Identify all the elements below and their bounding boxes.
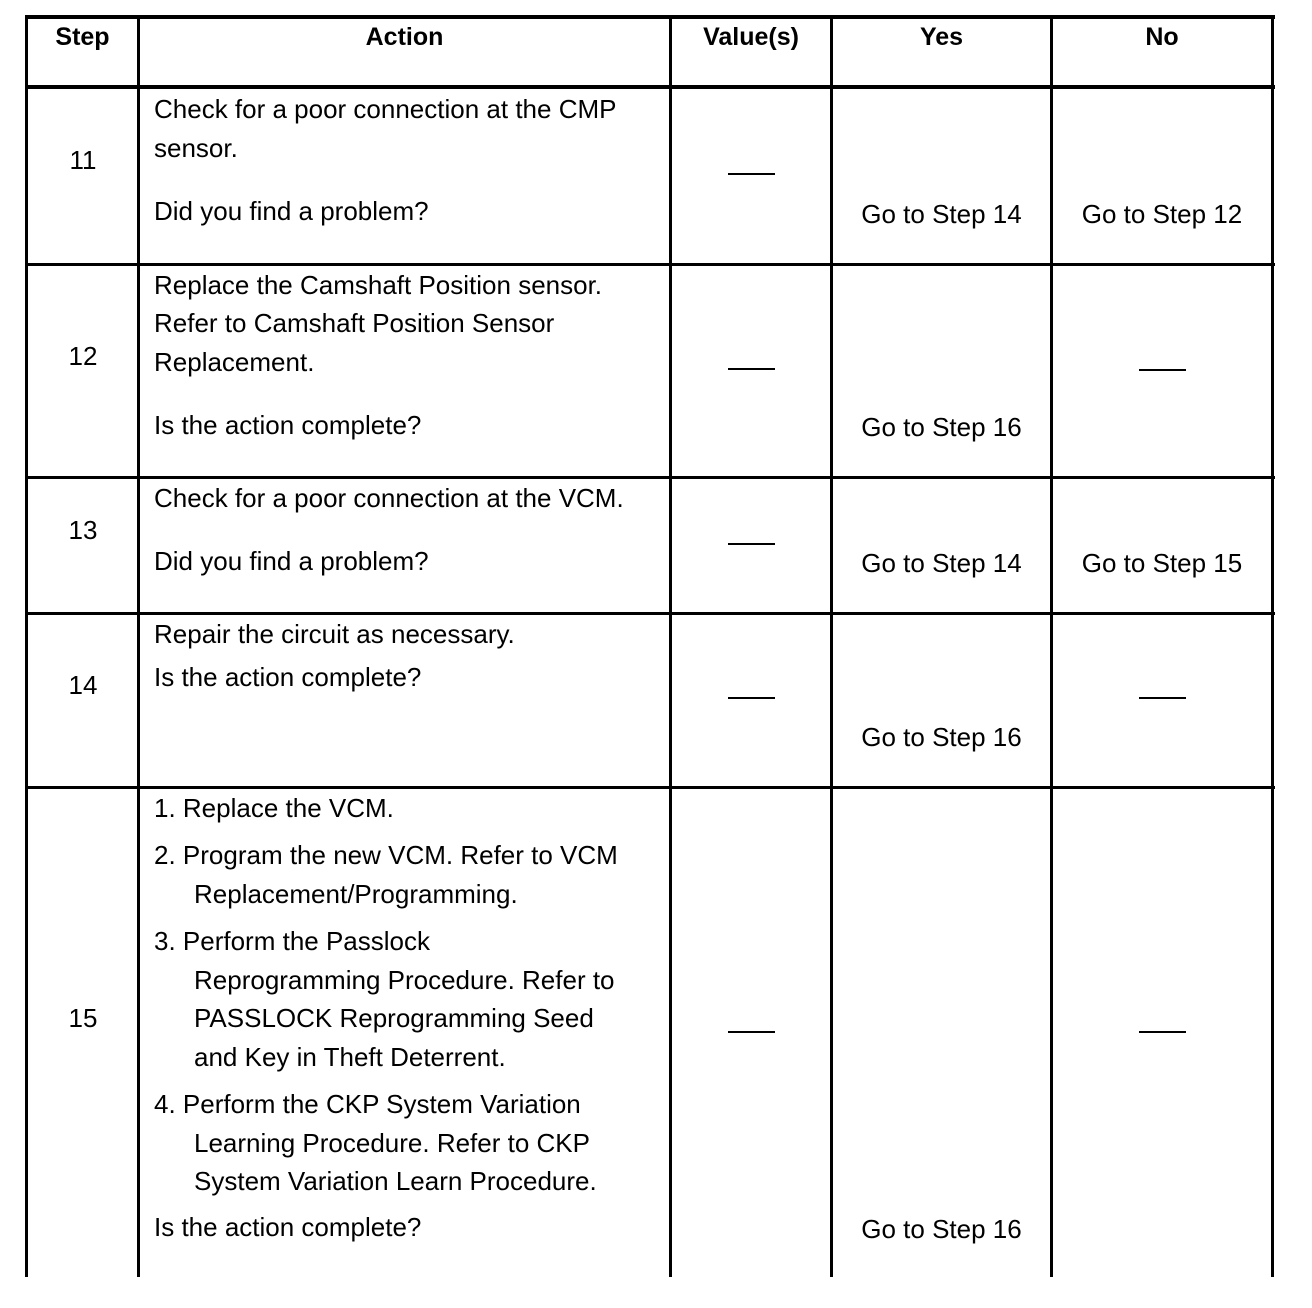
header-divider — [25, 85, 1275, 89]
list-item-continuation: Replacement/Programming. — [194, 879, 518, 909]
column-divider — [137, 15, 140, 1277]
yes-result: Go to Step 16 — [861, 722, 1022, 752]
no-result: Go to Step 15 — [1081, 548, 1243, 578]
action-text: Replace the Camshaft Position sensor. — [154, 270, 603, 300]
header-yes: Yes — [919, 23, 964, 51]
column-divider — [25, 15, 28, 1277]
action-text: Refer to Camshaft Position Sensor — [154, 308, 555, 338]
header-no: No — [1145, 23, 1179, 51]
header-values: Value(s) — [703, 23, 799, 51]
action-text: Repair the circuit as necessary. — [154, 619, 515, 649]
action-text: Replacement. — [154, 347, 315, 377]
no-dash — [1139, 1031, 1186, 1033]
header-step: Step — [55, 23, 110, 51]
yes-result: Go to Step 14 — [861, 548, 1022, 578]
table-border-top — [25, 15, 1275, 19]
no-dash — [1139, 697, 1186, 699]
list-item-continuation: PASSLOCK Reprogramming Seed — [194, 1003, 594, 1033]
list-item-continuation: and Key in Theft Deterrent. — [194, 1042, 506, 1072]
value-dash — [728, 697, 775, 699]
no-dash — [1139, 369, 1186, 371]
step-number: 14 — [68, 670, 98, 700]
action-question: Did you find a problem? — [154, 196, 429, 226]
action-text: Check for a poor connection at the CMP — [154, 94, 617, 124]
action-text: Check for a poor connection at the VCM. — [154, 483, 624, 513]
step-number: 11 — [69, 145, 97, 175]
list-item: 1. Replace the VCM. — [154, 793, 394, 823]
list-item-continuation: Learning Procedure. Refer to CKP — [194, 1128, 590, 1158]
list-item: 4. Perform the CKP System Variation — [154, 1089, 581, 1119]
action-question: Is the action complete? — [154, 410, 422, 440]
yes-result: Go to Step 16 — [861, 1214, 1022, 1244]
action-question: Is the action complete? — [154, 662, 422, 692]
action-question: Did you find a problem? — [154, 546, 429, 576]
value-dash — [728, 1031, 775, 1033]
list-item-continuation: Reprogramming Procedure. Refer to — [194, 965, 615, 995]
action-text: sensor. — [154, 133, 238, 163]
list-item: 2. Program the new VCM. Refer to VCM — [154, 840, 618, 870]
column-divider — [1271, 15, 1274, 1277]
list-item: 3. Perform the Passlock — [154, 926, 430, 956]
column-divider — [669, 15, 672, 1277]
yes-result: Go to Step 14 — [861, 199, 1022, 229]
list-item-continuation: System Variation Learn Procedure. — [194, 1166, 597, 1196]
value-dash — [728, 543, 775, 545]
action-question: Is the action complete? — [154, 1212, 422, 1242]
header-action: Action — [365, 23, 444, 51]
no-result: Go to Step 12 — [1081, 199, 1243, 229]
step-number: 12 — [68, 341, 98, 371]
value-dash — [728, 173, 775, 175]
step-number: 13 — [68, 515, 98, 545]
value-dash — [728, 368, 775, 370]
step-number: 15 — [68, 1003, 98, 1033]
yes-result: Go to Step 16 — [861, 412, 1022, 442]
